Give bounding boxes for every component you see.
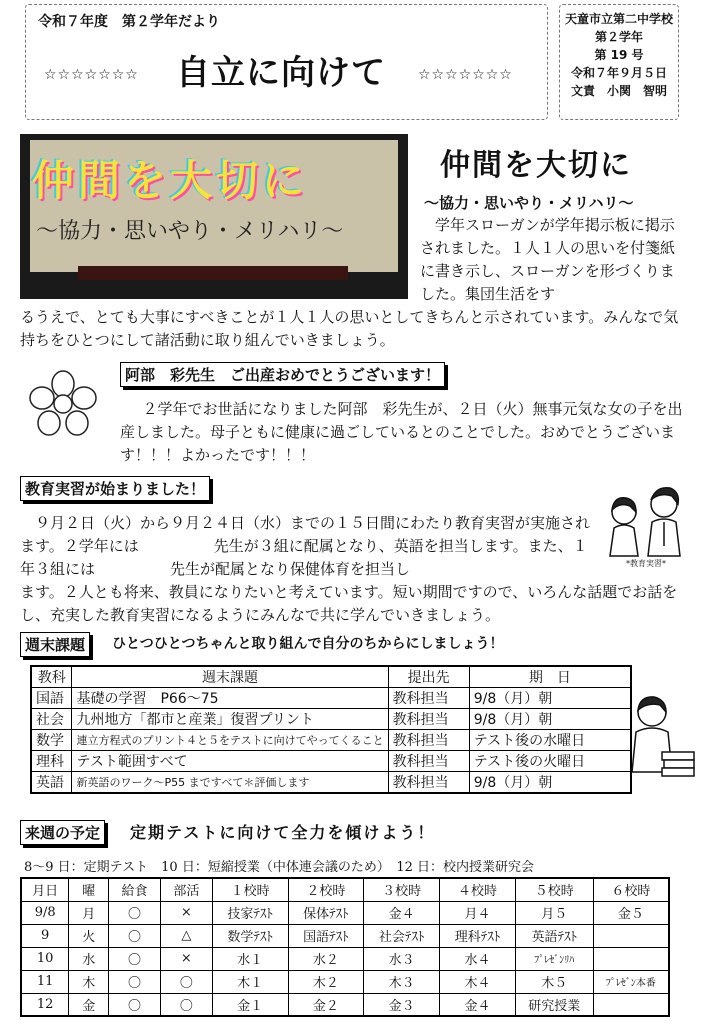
table-cell: 9 [21,924,69,947]
slogan-subheading: 〜協力・思いやり・メリハリ〜 [424,194,634,212]
slogan-body-full: るうえで、とても大事にすべきことが１人１人の思いとしてきちんと示されています。みんなで気持ちをひとつにして諸活動に取り組んでいきましょう。 [20,308,679,349]
table-cell: テスト後の火曜日 [469,751,631,772]
issue-date: 令和７年９月５日 [570,66,667,80]
table-cell: 木１ [212,970,288,993]
table-cell: △ [160,924,212,947]
birth-body: ２学年でお世話になりました阿部 彩先生が、２日（火）無事元気な女の子を出産しました。母子ともに健康に過ごしているとのことでした。おめでとうございます！！！よかったです！！！ [120,400,683,464]
table-cell: 金２ [288,993,364,1016]
table-cell: テスト範囲すべて [72,751,388,772]
table-header-row [21,878,669,901]
slogan-board-photo [20,134,408,299]
table-cell: 火 [69,924,109,947]
table-header: 部活 [160,878,212,901]
table-cell: 9/8（月）朝 [469,688,631,709]
studying-student-illustration [622,692,698,786]
table-cell: 9/8（月）朝 [469,709,631,730]
table-cell: 教科担当 [388,730,469,751]
table-header: ６校時 [593,878,669,901]
table-cell: 木５ [515,970,593,993]
practicum-body-full: ます。２人とも将来、教員になりたいと考えています。短い期間ですので、いろんな話題でお話をし、充実した教育実習になるようにみんなで共に学んでいきましょう。 [20,583,678,624]
table-cell: 月５ [515,901,593,924]
table-row [31,730,631,751]
table-cell: 水１ [212,947,288,970]
table-header: ４校時 [440,878,516,901]
table-cell [593,993,669,1016]
table-cell: ﾌﾟﾚｾﾞﾝ本番 [593,970,669,993]
weekend-label: 週末課題 [20,632,90,657]
table-cell: 水 [69,947,109,970]
illustration-caption: *教育実習* [626,559,666,568]
table-cell: 金 [69,993,109,1016]
table-cell: 教科担当 [388,709,469,730]
table-header: 教科 [31,666,72,688]
stars-right-decoration: ☆☆☆☆☆☆☆ [418,67,513,83]
table-row [21,970,669,993]
table-cell: 木２ [288,970,364,993]
table-cell: 月 [69,901,109,924]
table-cell: 10 [21,947,69,970]
table-cell: 〇 [109,924,161,947]
table-row [31,751,631,772]
weekend-assignments-table [30,665,632,794]
issue-info-box [559,4,679,120]
practicum-heading: 教育実習が始まりました！ [20,476,210,501]
table-cell: 〇 [109,993,161,1016]
table-cell: 金４ [364,901,440,924]
table-cell: 9/8 [21,901,69,924]
table-header: 月日 [21,878,69,901]
table-cell: 木４ [440,970,516,993]
student-teachers-illustration [600,476,692,568]
weekend-subtitle: ひとつひとつちゃんと取り組んで自分のちからにしましょう！ [112,636,504,652]
issue-number: 第 19 号 [594,48,644,62]
table-cell: 英語 [31,772,72,794]
board-strip [78,266,348,280]
table-cell: 〇 [109,901,161,924]
slogan-body-right: 学年スローガンが学年掲示板に掲示されました。１人１人の思いを付箋紙に書き示し、スローガンを形づくりました。集団生活をす [420,216,676,303]
table-cell: 12 [21,993,69,1016]
table-cell: 教科担当 [388,772,469,794]
table-cell: 保体ﾃｽﾄ [288,901,364,924]
table-cell: 〇 [109,947,161,970]
table-cell: 水２ [288,947,364,970]
flower-icon [28,368,98,442]
table-row [31,709,631,730]
table-row [31,772,631,794]
next-week-label: 来週の予定 [20,820,105,845]
photo-slogan-text: 仲間を大切に [32,156,309,205]
table-cell [593,924,669,947]
table-cell: 理科ﾃｽﾄ [440,924,516,947]
table-cell: 金３ [364,993,440,1016]
table-header: ２校時 [288,878,364,901]
table-header: 曜 [69,878,109,901]
stars-left-decoration: ☆☆☆☆☆☆☆ [44,67,139,83]
table-cell: 水４ [440,947,516,970]
table-row [21,993,669,1016]
masthead-title-box [25,4,548,120]
slogan-heading: 仲間を大切に [440,148,632,183]
table-cell: 技家ﾃｽﾄ [212,901,288,924]
table-cell: 英語ﾃｽﾄ [515,924,593,947]
table-row [21,947,669,970]
table-cell: ﾌﾟﾚｾﾞﾝﾘﾊ [515,947,593,970]
table-cell: 理科 [31,751,72,772]
table-cell: テスト後の水曜日 [469,730,631,751]
table-row [21,924,669,947]
table-cell: 木３ [364,970,440,993]
weekly-schedule-table [20,877,670,1017]
table-cell: 連立方程式のプリント４と５をテストに向けてやってくること [72,730,388,751]
table-cell: 〇 [160,993,212,1016]
schedule-summary: 8〜9 日：定期テスト 10 日：短縮授業（中体連会議のため） 12 日：校内授業研究会 [24,860,535,875]
table-cell: × [160,901,212,924]
table-cell: 金４ [440,993,516,1016]
table-cell: 社会ﾃｽﾄ [364,924,440,947]
school-name: 天童市立第二中学校 [564,12,673,26]
table-cell: 国語ﾃｽﾄ [288,924,364,947]
table-cell: 数学 [31,730,72,751]
table-cell: 基礎の学習 P66〜75 [72,688,388,709]
table-header: 提出先 [388,666,469,688]
table-cell: 金１ [212,993,288,1016]
table-header: 給食 [109,878,161,901]
photo-slogan-subtext: 〜協力・思いやり・メリハリ〜 [36,219,344,244]
table-cell: 11 [21,970,69,993]
practicum-body-top: ９月２日（火）から９月２４日（水）までの１５日間にわたり教育実習が実施されます。２学年には 先生が３組に配属となり、英語を担当します。また、１年３組には 先生が配属となり保健体育を担当し [20,514,591,578]
birth-heading: 阿部 彩先生 ご出産おめでとうございます！ [120,362,445,387]
table-cell: 水３ [364,947,440,970]
table-cell: 9/8（月）朝 [469,772,631,794]
table-cell: 教科担当 [388,688,469,709]
table-cell: 九州地方「都市と産業」復習プリント [72,709,388,730]
table-row [21,901,669,924]
issue-line: 令和７年度 第２学年だより [38,14,220,30]
newsletter-title: 自立に向けて [176,53,386,93]
table-cell: 数学ﾃｽﾄ [212,924,288,947]
table-header: ５校時 [515,878,593,901]
table-header: ３校時 [364,878,440,901]
table-cell: 〇 [160,970,212,993]
table-header: 期 日 [469,666,631,688]
table-cell [593,947,669,970]
table-cell: 教科担当 [388,751,469,772]
table-header: 週末課題 [72,666,388,688]
editor-name: 文責 小関 智明 [570,84,667,98]
table-cell: 新英語のワーク〜P55 まですべて＊評価します [72,772,388,794]
table-header: １校時 [212,878,288,901]
table-row [31,688,631,709]
table-cell: 月４ [440,901,516,924]
table-cell: 社会 [31,709,72,730]
grade-label: 第２学年 [594,30,643,44]
table-cell: 金５ [593,901,669,924]
table-cell: 国語 [31,688,72,709]
table-cell: 研究授業 [515,993,593,1016]
table-header-row [31,666,631,688]
table-cell: 木 [69,970,109,993]
next-week-subtitle: 定期テストに向けて全力を傾けよう！ [130,823,436,842]
table-cell: × [160,947,212,970]
table-cell: 〇 [109,970,161,993]
